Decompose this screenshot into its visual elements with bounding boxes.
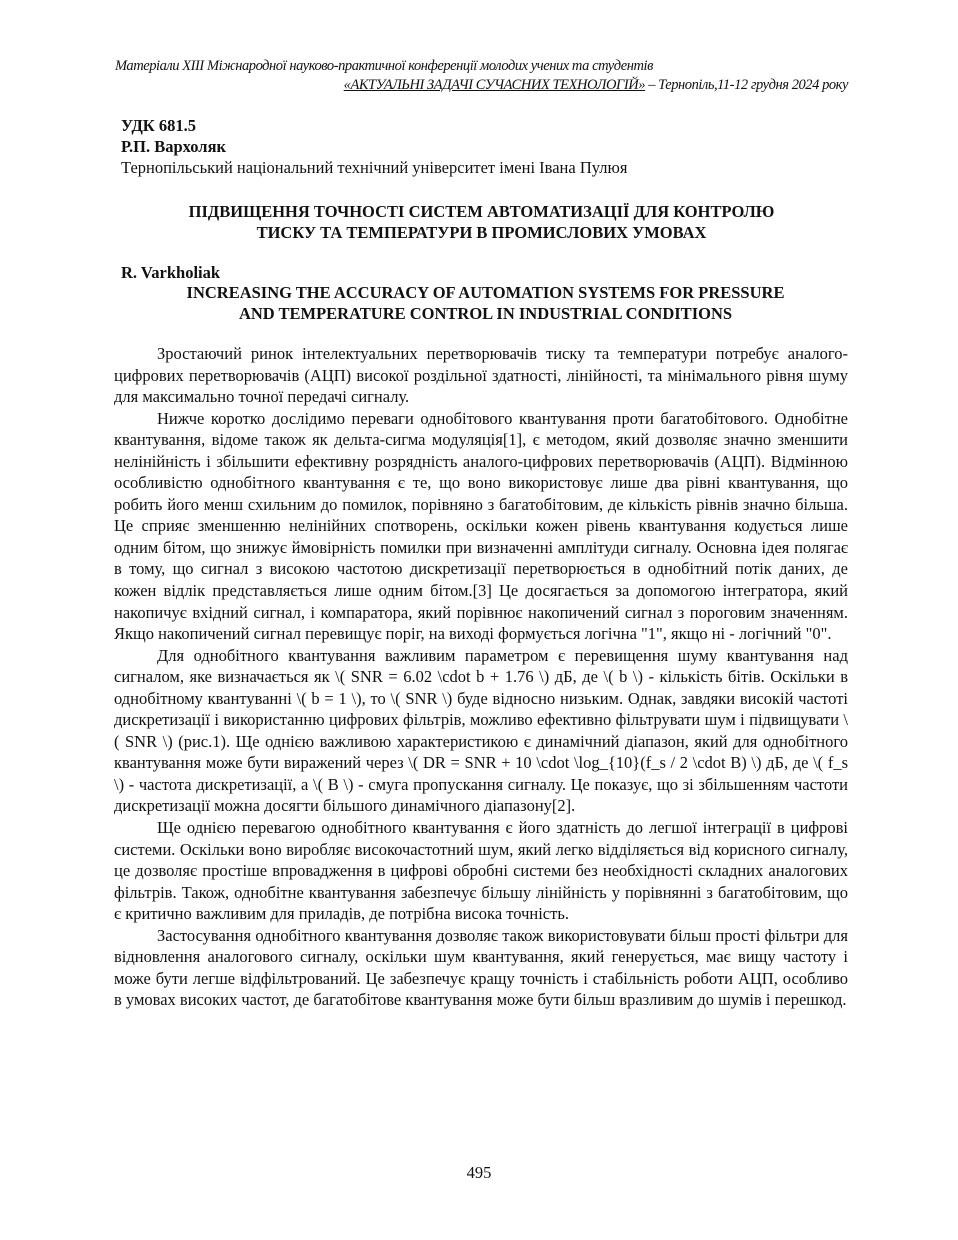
author-english: R. Varkholiak [121,263,221,282]
title-en-line-2: AND TEMPERATURE CONTROL IN INDUSTRIAL CONDITIONS [238,304,733,323]
body-paragraph: Застосування однобітного квантування дозволяє також використовувати більш прості фільтри для відновлення аналогового сигналу, оскільки шум квантування, який генерується, має вищу частоту і може бути легше відфільтрований. Це забезпечує кращу точність і стабільність роботи АЦП, особливо в умовах високих частот, де багатобітове квантування може бути більш вразливим до шумів і перешкод. [114,925,848,1010]
conference-place-date: – Тернопіль,11-12 грудня 2024 року [645,77,848,93]
header-line-2 [115,76,848,95]
body-paragraph: Нижче коротко дослідимо переваги однобітового квантування проти багатобітового. Однобітне квантування, відоме також як дельта-сигма модуляція[1], є методом, який дозволяє значно зменшити нелінійність і збільшити ефективну розрядність аналого-цифрових перетворювачів (АЦП). Відмінною особливістю однобітного квантування є те, що воно використовує лише два рівні квантування, що робить його менш схильним до помилок, порівняно з багатобітовим, де кількість рівнів значно більша. Це сприяє зменшенню нелінійних спотворень, оскільки кожен рівень квантування кодується лише одним бітом, що знижує ймовірність помилки при визначенні амплітуди сигналу. Основна ідея полягає в тому, що сигнал з високою частотою дискретизації перетворюється в однобітний потік даних, де кожен відлік представляється лише одним бітом.[3] Це досягається за допомогою інтегратора, який накопичує вхідний сигнал, і компаратора, який порівнює накопичений сигнал з пороговим значенням. Якщо накопичений сигнал перевищує поріг, на виході формується логічна "1", якщо ні - логічний "0". [114,408,848,644]
body-paragraph: Зростаючий ринок інтелектуальних перетворювачів тиску та температури потребує аналого-цифрових перетворювачів (АЦП) високої роздільної здатності, лінійності, та мінімального рівня шуму для максимально точної передачі сигналу. [114,344,848,407]
title-uk-line-2: ТИСКУ ТА ТЕМПЕРАТУРИ В ПРОМИСЛОВИХ УМОВАХ [256,223,707,242]
title-uk-line-1: ПІДВИЩЕННЯ ТОЧНОСТІ СИСТЕМ АВТОМАТИЗАЦІЇ ДЛЯ КОНТРОЛЮ [188,202,775,221]
page-number: 495 [466,1163,492,1182]
affiliation: Тернопільський національний технічний університет імені Івана Пулюя [121,158,628,177]
title-english [115,282,848,324]
article-body [114,343,848,1011]
article-meta [121,115,627,178]
title-en-line-1: INCREASING THE ACCURACY OF AUTOMATION SYSTEMS FOR PRESSURE [186,283,785,302]
body-paragraph: Ще однією перевагою однобітного квантування є його здатність до легшої інтеграції в цифрові системи. Оскільки воно виробляє високочастотний шум, який легко відділяється від корисного сигналу, це дозволяє простіше впровадження в цифрові обробні системи без необхідності складних аналогових фільтрів. Також, однобітне квантування забезпечує більшу лінійність у порівнянні з багатобітовим, що є критично важливим для приладів, де потрібна висока точність. [114,818,848,924]
body-paragraph: Для однобітного квантування важливим параметром є перевищення шуму квантування над сигналом, яке визначається як \( SNR = 6.02 \cdot b + 1.76 \) дБ, де \( b \) - кількість бітів. Оскільки в однобітному квантуванні \( b = 1 \), то \( SNR \) буде відносно низьким. Однак, завдяки високій частоті дискретизації і використанню цифрових фільтрів, можливо ефективно фільтрувати шум і підвищувати \( SNR \) (рис.1). Ще однією важливою характеристикою є динамічний діапазон, який для однобітного квантування може бути виражений через \( DR = SNR + 10 \cdot \log_{10}(f_s / 2 \cdot B) \) дБ, де \( f_s \) - частота дискретизації, а \( B \) - смуга пропускання сигналу. Це показує, що зі збільшенням частоти дискретизації можна досягти більшого динамічного діапазону[2]. [114,645,848,816]
conference-name: «АКТУАЛЬНІ ЗАДАЧІ СУЧАСНИХ ТЕХНОЛОГІЙ» [343,77,646,93]
udc-code: УДК 681.5 [121,116,197,135]
author-name: Р.П. Вархоляк [121,137,227,156]
header-line-1: Матеріали XIII Міжнародної науково-практичної конференції молодих учених та студентів [115,58,653,74]
running-header [115,57,848,95]
title-ukrainian [115,201,848,243]
